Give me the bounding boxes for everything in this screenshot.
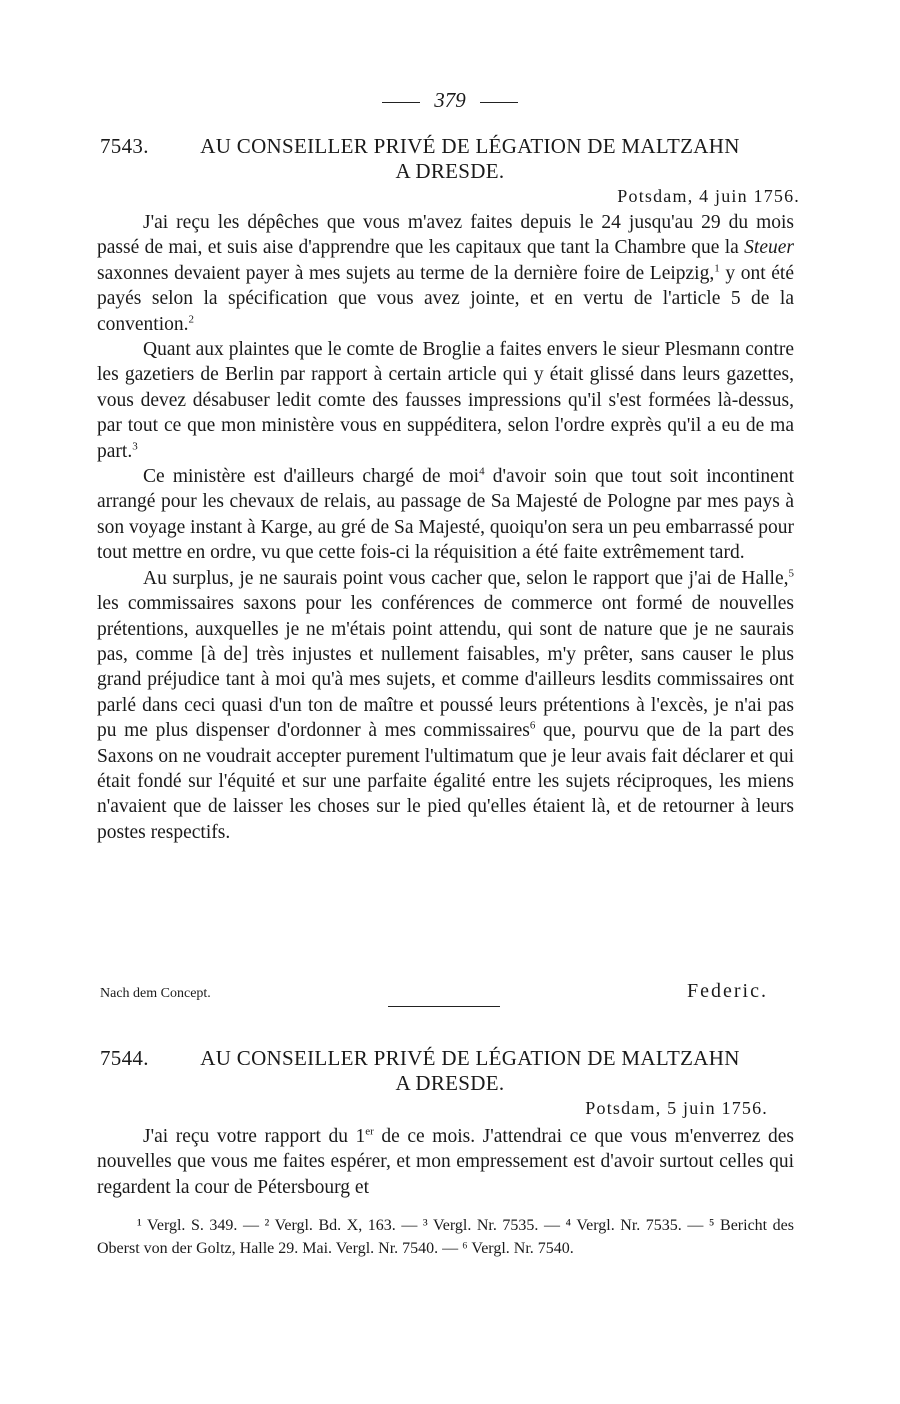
paragraph: J'ai reçu les dépêches que vous m'avez faites depuis le 24 jusqu'au 29 du mois passé de mai, et suis aise d'apprendre que les capitaux que tant la Chambre que la Steuer saxonnes devaient payer à mes sujets au terme de la dernière foire de Leipzig,$^1$ y ont été payés selon la spécification que vous avez jointe, et en vertu de l'article 5 de la convention.$^2$ xyxy=(97,212,794,335)
paragraph: Quant aux plaintes que le comte de Broglie a faites envers le sieur Plesmann contre les gazetiers de Berlin par rapport à certain article qui y était glissé dans leurs gazettes, vous devez désabuser ledit comte des fausses impressions qu'il s'est formées là-dessus, par tout ce que mon ministère vous en suppéditera, selon l'ordre exprès qu'il a eu de ma part.$^3$ xyxy=(97,339,794,462)
letter-title-line2: A DRESDE. xyxy=(395,1071,505,1095)
footnotes xyxy=(97,1214,794,1260)
section-separator xyxy=(388,1006,500,1007)
letter-title-line1: AU CONSEILLER PRIVÉ DE LÉGATION DE MALTZAHN xyxy=(200,134,740,158)
letter-7543-body xyxy=(97,210,794,845)
source-note: Nach dem Concept. xyxy=(100,986,211,1001)
paragraph: J'ai reçu votre rapport du 1er de ce mois. J'attendrai ce que vous m'enverrez des nouvelles que vous me faites espérer, et mon empressement est d'avoir surtout celles qui regardent la cour de Pétersbourg et xyxy=(97,1125,794,1198)
footnote-ref: 3 xyxy=(132,440,138,453)
letter-title-line2: A DRESDE. xyxy=(395,159,505,183)
paragraph: Au surplus, je ne saurais point vous cacher que, selon le rapport que j'ai de Halle,$^5$ les commissaires saxons pour les conférences de commerce ont formé de nouvelles prétentions, auxquelles je ne m'étais point attendu, qui sont de nature que je ne saurais pas, comme [à de] très injustes et nullement faisables, m'y prêter, sans causer le plus grand préjudice tant à moi qu'à mes sujets, et comme d'ailleurs lesdits commissaires ont parlé dans ceci quasi d'un ton de maître et poussé leurs prétentions à l'excès, je n'ai pas pu me plus dispenser d'ordonner à mes commissaires$^6$ que, pourvu que de la part des Saxons on ne voudrait accepter purement l'ultimatum que je leur avais fait déclarer et qui était fondé sur l'équité et sur une parfaite égalité entre les sujets réciproques, les miens n'avaient que de laisser les choses sur le pied qu'elles étaient là, et de retourner à leurs postes respectifs. xyxy=(97,567,794,843)
page-number-dash-right xyxy=(480,102,518,103)
letter-title-line1: AU CONSEILLER PRIVÉ DE LÉGATION DE MALTZAHN xyxy=(200,1046,740,1070)
signature: Federic. xyxy=(687,980,768,1002)
footnote-ref: 6 xyxy=(529,719,536,732)
letter-7543-title xyxy=(100,134,800,184)
footnote-ref: 1 xyxy=(714,262,720,275)
signature-row xyxy=(100,980,768,1003)
place-date: Potsdam, 5 juin 1756. xyxy=(585,1098,768,1118)
letter-number: 7544. xyxy=(100,1046,149,1070)
letter-7544-title xyxy=(100,1046,800,1096)
place-date: Potsdam, 4 juin 1756. xyxy=(617,186,800,206)
footnote-ref: 4 xyxy=(479,465,485,478)
page-number: 379 xyxy=(0,88,900,113)
paragraph: Ce ministère est d'ailleurs chargé de moi$^4$ d'avoir soin que tout soit incontinent arrangé pour les chevaux de relais, au passage de Sa Majesté de Pologne par mes pays à son voyage instant à Karge, au gré de Sa Majesté, quoiqu'on sera un peu embarrassé pour tout mettre en ordre, vu que cette fois-ci la réquisition a été faite extrêmement tard. xyxy=(97,465,794,564)
footnote-ref: 2 xyxy=(188,313,195,326)
footnote-text: ¹ Vergl. S. 349. — ² Vergl. Bd. X, 163. — ³ Vergl. Nr. 7535. — ⁴ Vergl. Nr. 7535. — ⁵ Bericht des Oberst von der Goltz, Halle 29. Mai. Vergl. Nr. 7540. — ⁶ Vergl. Nr. 7540. xyxy=(97,1217,794,1257)
letter-7544-body xyxy=(97,1124,794,1200)
footnote-ref: 5 xyxy=(788,567,794,580)
letter-number: 7543. xyxy=(100,134,149,158)
page-number-dash-left xyxy=(382,102,420,103)
